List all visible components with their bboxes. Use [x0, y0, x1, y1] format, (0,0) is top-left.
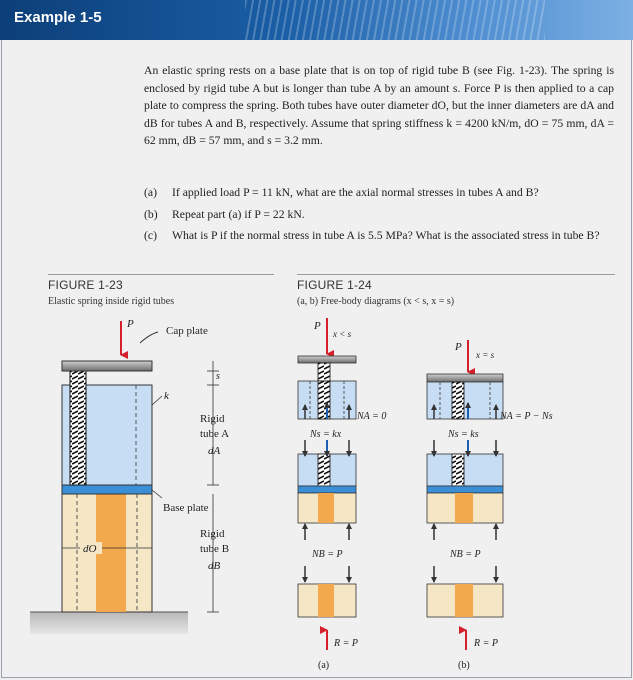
- part-b-label: (b): [144, 207, 158, 221]
- base-plate: [62, 485, 152, 494]
- fbd-b-p: P: [455, 341, 462, 353]
- fbd-b-na: NA = P − Ns: [500, 411, 553, 422]
- label-rigid-b-2: tube B: [200, 543, 230, 555]
- fbd-b-nb: NB = P: [450, 549, 481, 560]
- fbd-b-ns: Ns = ks: [448, 429, 479, 440]
- label-d-b: dB: [208, 560, 221, 572]
- part-a-text: If applied load P = 11 kN, what are the axial normal stresses in tubes A and B?: [172, 186, 539, 199]
- label-rigid-a-1: Rigid: [200, 413, 225, 425]
- problem-statement: An elastic spring rests on a base plate that is on top of rigid tube B (see Fig. 1-23). The spring is enclosed by rigid tube A but is longer than tube A by an amount s. Force P is then applied to a cap plate to compress the spring. Both tubes have outer diameter dO, but the inner diameters are dA and dB for tubes A and B, respectively. Assume that spring stiffness k = 4200 kN/m, dO = 75 mm, dA = 62 mm, dB = 57 mm, and s = 3.2 mm.: [144, 64, 614, 148]
- label-d-o: dO: [83, 543, 97, 555]
- label-cap-plate: Cap plate: [166, 325, 208, 337]
- example-title: Example 1-5: [14, 9, 102, 26]
- figure-23-caption: Elastic spring inside rigid tubes: [48, 296, 175, 307]
- fbd-a-ns: Ns = kx: [310, 429, 342, 440]
- fbd-a-na: NA = 0: [357, 411, 387, 422]
- part-c-label: (c): [144, 229, 157, 243]
- cap-plate: [62, 361, 152, 371]
- label-k: k: [164, 390, 169, 402]
- figure-23-drawing: [30, 318, 229, 634]
- figure-24-caption: (a, b) Free-body diagrams (x < s, x = s): [297, 296, 455, 307]
- fbd-a-r: R = P: [334, 638, 358, 649]
- part-c-text: What is P if the normal stress in tube A is 5.5 MPa? What is the associated stress in tube B?: [172, 229, 600, 243]
- fbd-a-p: P: [314, 320, 321, 332]
- figure-23-title: FIGURE 1-23: [48, 278, 123, 292]
- figure-24-title: FIGURE 1-24: [297, 278, 372, 292]
- fbd-a-condition: x < s: [333, 329, 352, 339]
- label-rigid-b-1: Rigid: [200, 528, 225, 540]
- label-d-a: dA: [208, 445, 221, 457]
- ground: [30, 612, 188, 634]
- figure-24b-drawing: [427, 340, 553, 671]
- fbd-a-nb: NB = P: [312, 549, 343, 560]
- figure-24a-drawing: [298, 318, 386, 671]
- fbd-a-label: (a): [318, 660, 330, 671]
- part-a-label: (a): [144, 186, 157, 199]
- label-s: s: [216, 371, 220, 382]
- label-rigid-a-2: tube A: [200, 428, 230, 440]
- label-base-plate: Base plate: [163, 502, 209, 514]
- label-p: P: [127, 318, 134, 330]
- fbd-b-label: (b): [458, 660, 470, 671]
- fbd-b-r: R = P: [474, 638, 498, 649]
- fbd-b-condition: x = s: [476, 350, 495, 360]
- spring: [70, 371, 86, 485]
- part-b-text: Repeat part (a) if P = 22 kN.: [172, 207, 305, 221]
